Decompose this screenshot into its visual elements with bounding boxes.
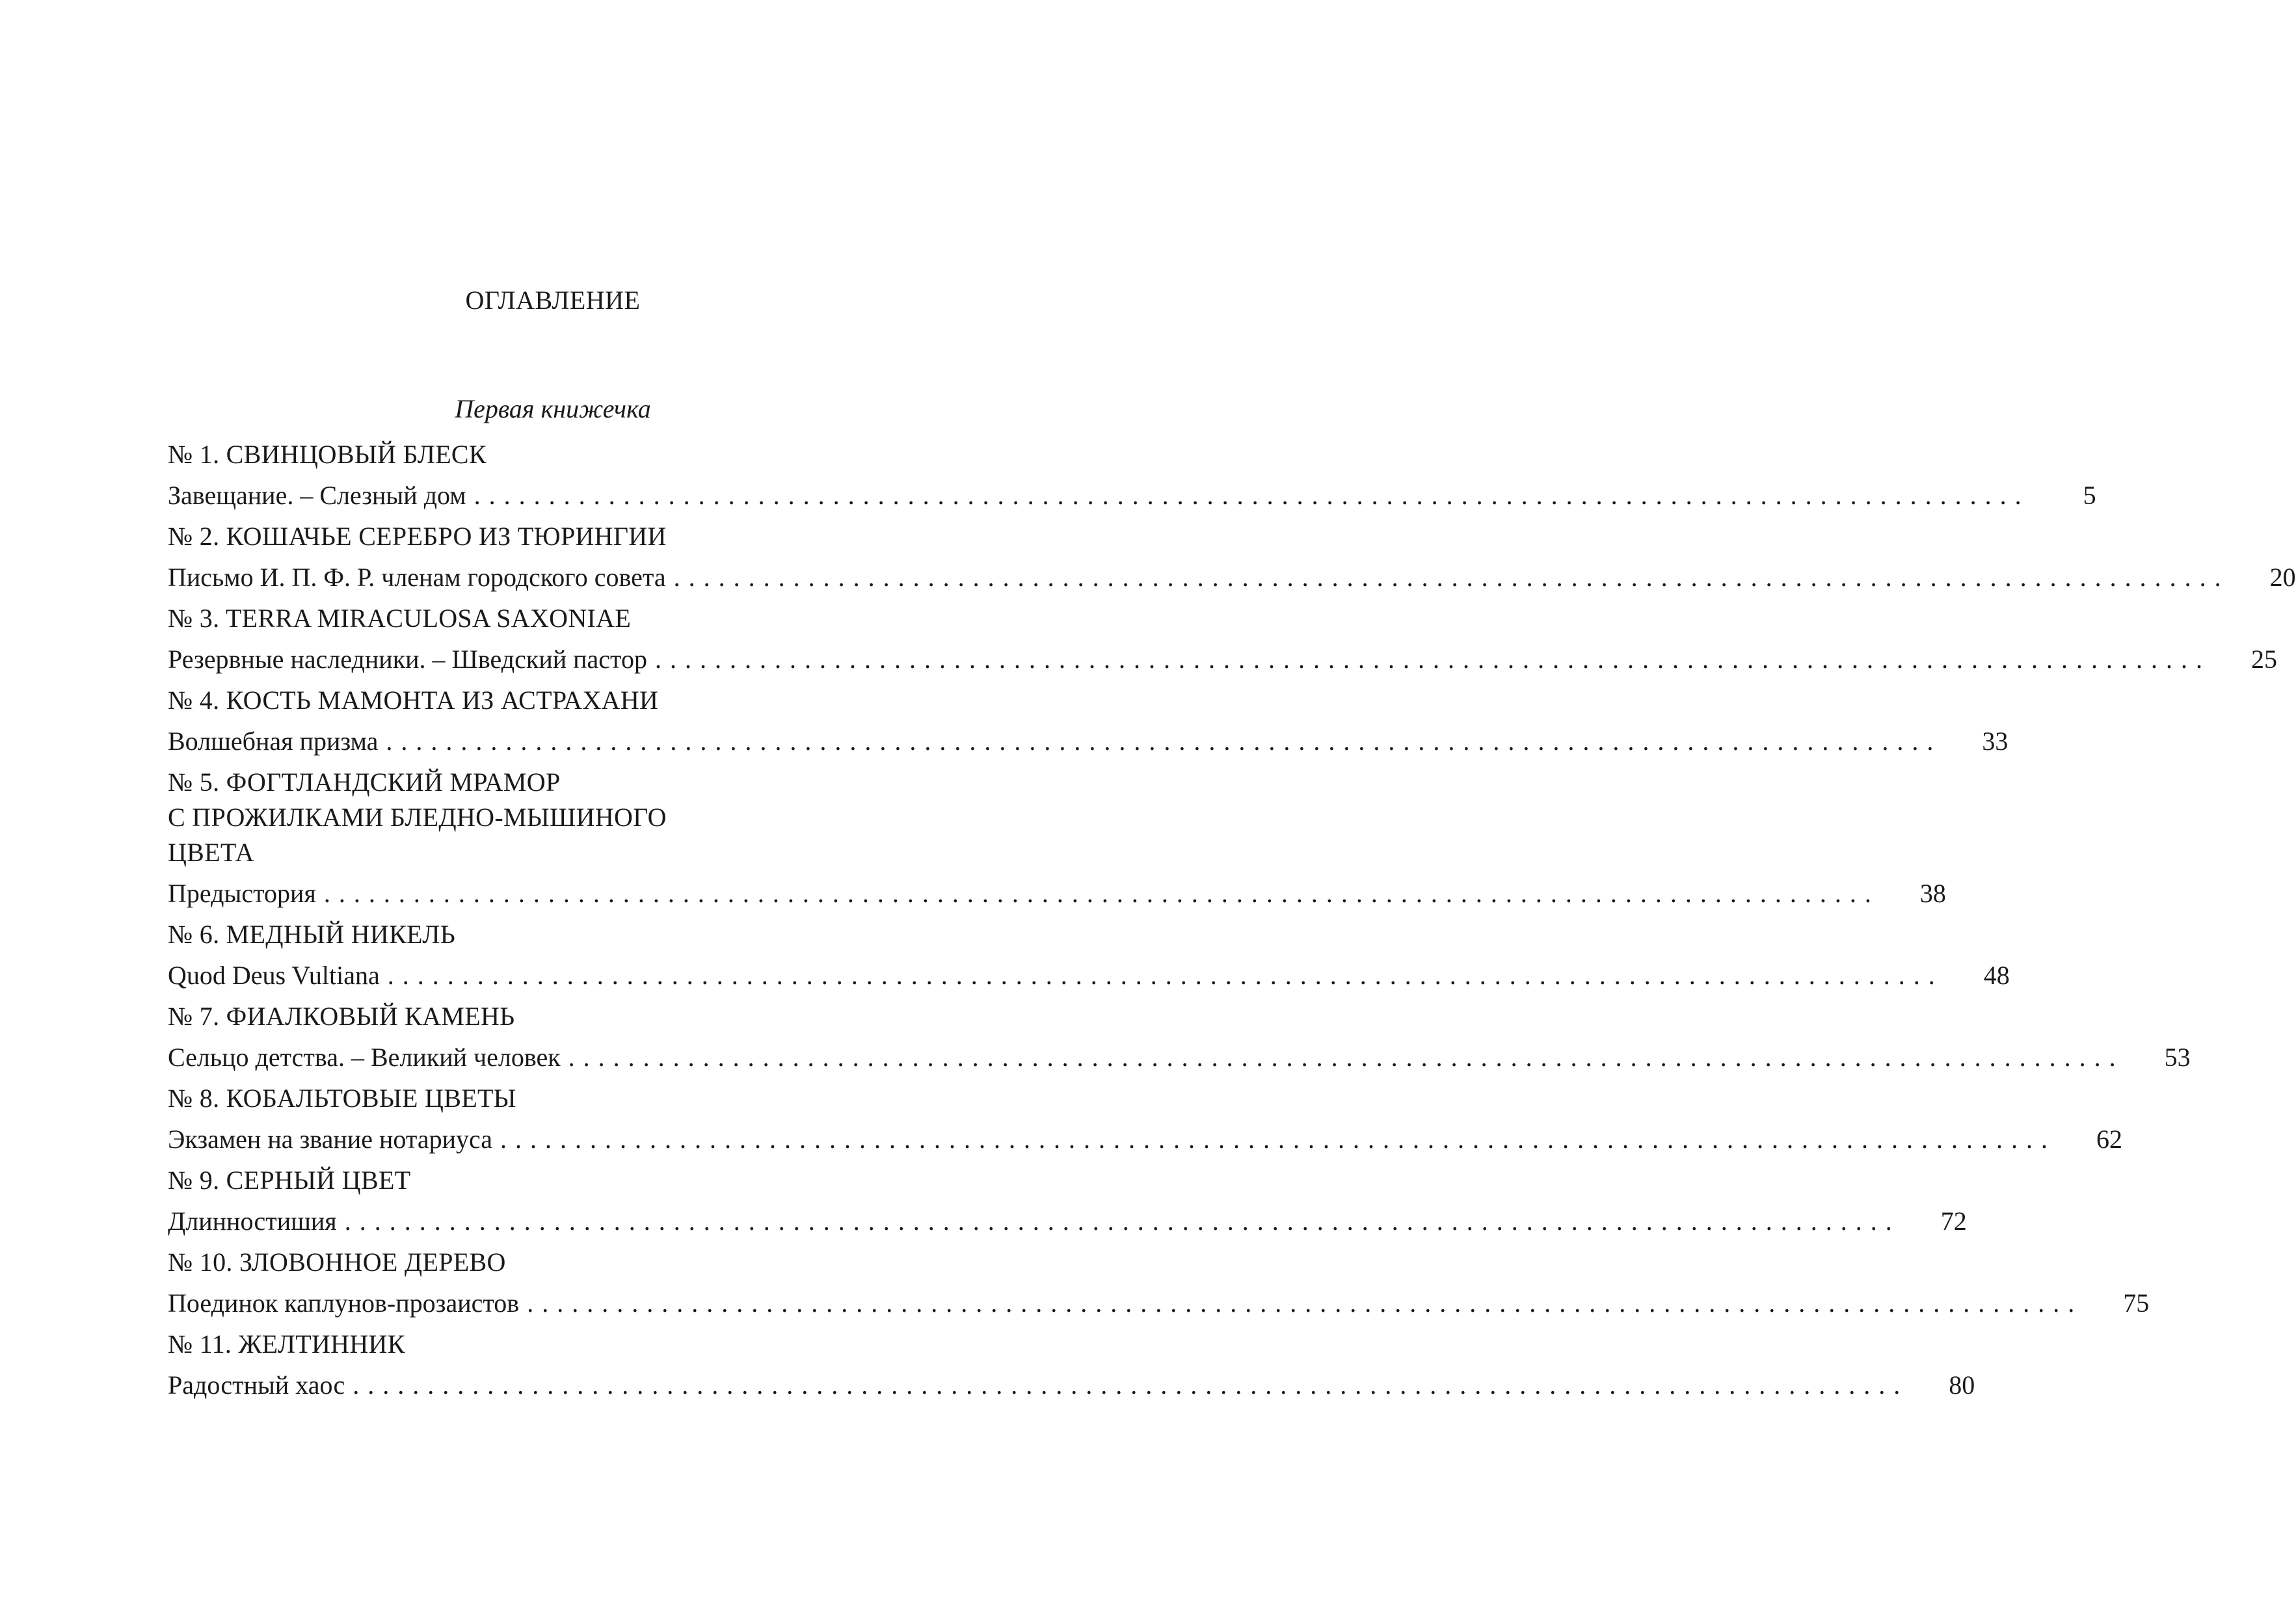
- chapter-heading: № 9. СЕРНЫЙ ЦВЕТ: [168, 1165, 411, 1195]
- chapter-heading-line: С ПРОЖИЛКАМИ БЛЕДНО-МЫШИНОГО: [168, 803, 667, 832]
- entry-label: Резервные наследники. – Шведский пастор: [168, 645, 647, 674]
- chapter-heading: № 7. ФИАЛКОВЫЙ КАМЕНЬ: [168, 1002, 515, 1031]
- dot-leader: ........................................................................................................: [673, 563, 2230, 592]
- section-title: Первая книжечка: [455, 394, 651, 423]
- toc-chapter-11: [168, 1327, 1975, 1403]
- toc-entry[interactable]: [168, 1122, 2122, 1157]
- toc-chapter-10: [168, 1245, 2150, 1321]
- chapter-heading: № 1. СВИНЦОВЫЙ БЛЕСК: [168, 440, 487, 469]
- page-number: 33: [1982, 726, 2009, 756]
- page-number: 25: [2251, 645, 2277, 674]
- page-number: 80: [1949, 1370, 1975, 1400]
- chapter-heading: № 10. ЗЛОВОННОЕ ДЕРЕВО: [168, 1247, 506, 1277]
- toc-entry[interactable]: [168, 642, 2277, 677]
- toc-entry[interactable]: [168, 560, 2296, 595]
- chapter-heading-line: ЦВЕТА: [168, 838, 254, 867]
- toc-chapter-3: [168, 601, 2277, 677]
- table-of-contents: [168, 437, 2296, 1409]
- entry-label: Радостный хаос: [168, 1370, 345, 1400]
- dot-leader: ........................................................................................................: [353, 1370, 1909, 1400]
- entry-label: Волшебная призма: [168, 726, 379, 756]
- entry-label: Письмо И. П. Ф. Р. членам городского совета: [168, 563, 666, 592]
- toc-chapter-9: [168, 1163, 1967, 1239]
- toc-entry[interactable]: [168, 1204, 1967, 1239]
- toc-chapter-2: [168, 519, 2296, 595]
- dot-leader: ........................................................................................................: [323, 879, 1880, 908]
- toc-chapter-4: [168, 683, 2009, 759]
- dot-leader: ........................................................................................................: [527, 1288, 2083, 1318]
- entry-label: Quod Deus Vultiana: [168, 961, 380, 990]
- chapter-heading-line: № 5. ФОГТЛАНДСКИЙ МРАМОР: [168, 767, 561, 797]
- dot-leader: ........................................................................................................: [655, 645, 2211, 674]
- chapter-heading: № 3. TERRA MIRACULOSA SAXONIAE: [168, 604, 632, 633]
- page-number: 20: [2269, 563, 2296, 592]
- toc-entry[interactable]: [168, 958, 2010, 993]
- entry-label: Завещание. – Слезный дом: [168, 481, 466, 510]
- entry-label: Предыстория: [168, 879, 316, 908]
- toc-chapter-8: [168, 1081, 2122, 1157]
- toc-chapter-5: [168, 765, 1946, 911]
- dot-leader: ........................................................................................................: [474, 481, 2030, 510]
- entry-label: Сельцо детства. – Великий человек: [168, 1043, 561, 1072]
- page-number: 5: [2083, 481, 2096, 510]
- toc-chapter-7: [168, 999, 2191, 1075]
- entry-label: Экзамен на звание нотариуса: [168, 1125, 492, 1154]
- dot-leader: ........................................................................................................: [344, 1206, 1901, 1236]
- dot-leader: ........................................................................................................: [500, 1125, 2056, 1154]
- page-number: 62: [2096, 1125, 2122, 1154]
- toc-entry[interactable]: [168, 1368, 1975, 1403]
- entry-label: Длинностишия: [168, 1206, 337, 1236]
- page-number: 72: [1940, 1206, 1967, 1236]
- page-number: 75: [2123, 1288, 2150, 1318]
- chapter-heading: № 11. ЖЕЛТИННИК: [168, 1329, 405, 1359]
- chapter-heading: № 6. МЕДНЫЙ НИКЕЛЬ: [168, 920, 455, 949]
- chapter-heading: № 8. КОБАЛЬТОВЫЕ ЦВЕТЫ: [168, 1084, 516, 1113]
- toc-entry[interactable]: [168, 1286, 2150, 1321]
- toc-entry[interactable]: [168, 724, 2009, 759]
- chapter-heading: № 4. КОСТЬ МАМОНТА ИЗ АСТРАХАНИ: [168, 686, 659, 715]
- dot-leader: ........................................................................................................: [568, 1043, 2124, 1072]
- dot-leader: ........................................................................................................: [387, 961, 1943, 990]
- entry-label: Поединок каплунов-прозаистов: [168, 1288, 520, 1318]
- dot-leader: ........................................................................................................: [386, 726, 1942, 756]
- page-title: ОГЛАВЛЕНИЕ: [465, 286, 641, 315]
- toc-entry[interactable]: [168, 1040, 2191, 1075]
- page-number: 38: [1919, 879, 1946, 908]
- toc-entry[interactable]: [168, 478, 2096, 513]
- toc-chapter-6: [168, 917, 2010, 993]
- chapter-heading: № 2. КОШАЧЬЕ СЕРЕБРО ИЗ ТЮРИНГИИ: [168, 522, 667, 551]
- page-number: 53: [2164, 1043, 2191, 1072]
- toc-entry[interactable]: [168, 876, 1946, 911]
- toc-chapter-1: [168, 437, 2096, 513]
- page-number: 48: [1983, 961, 2010, 990]
